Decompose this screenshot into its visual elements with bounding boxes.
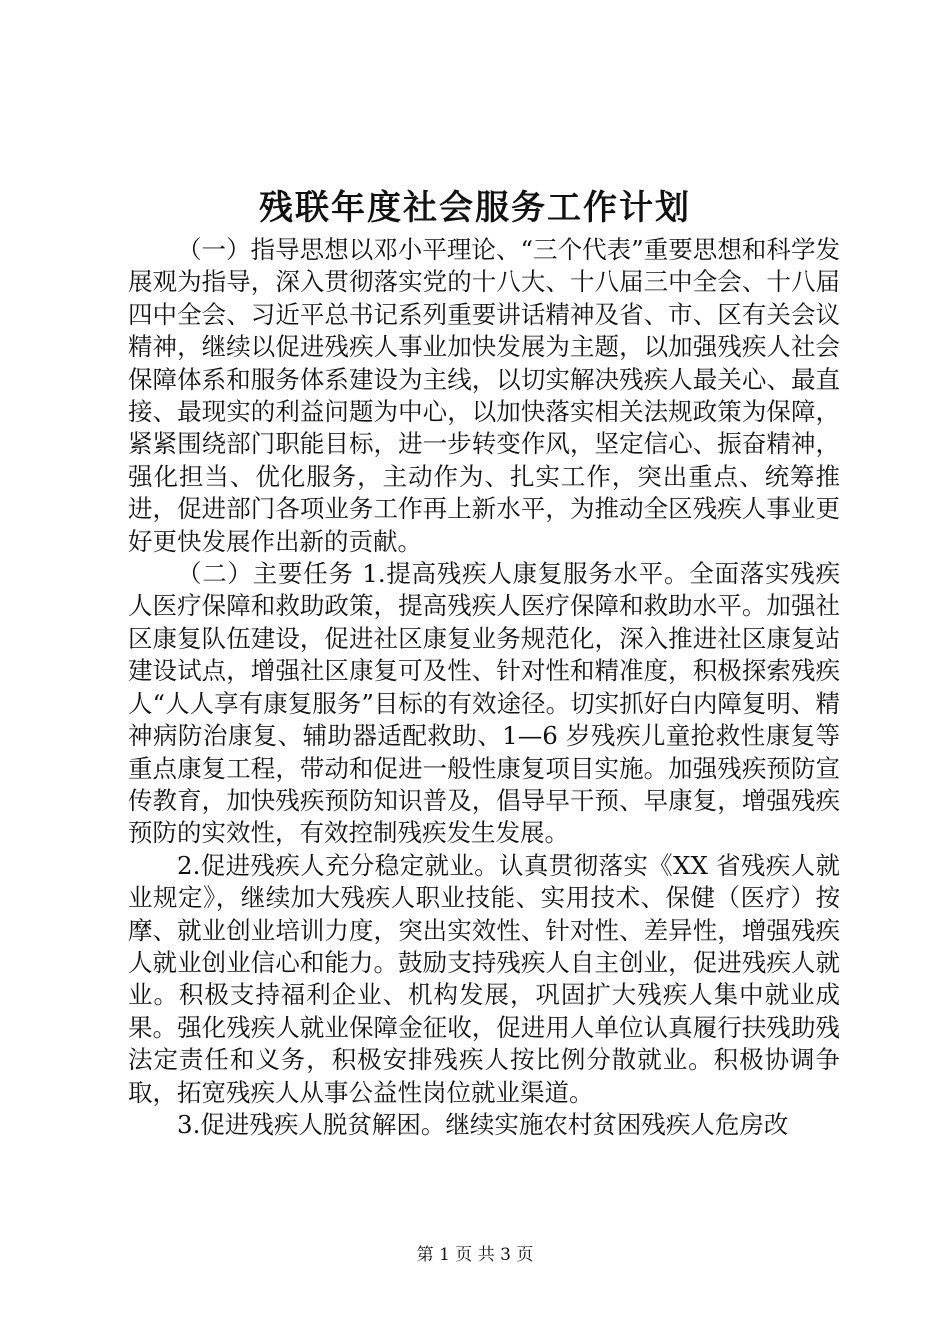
document-title: 残联年度社会服务工作计划 (259, 188, 691, 228)
paragraph-main-tasks-rehabilitation: （二）主要任务 1.提高残疾人康复服务水平。全面落实残疾人医疗保障和救助政策，提高残疾人医疗保障和救助水平。加强社区康复队伍建设，促进社区康复业务规范化，深入推进社区康复站建设试点，增强社区康复可及性、针对性和精准度，积极探索残疾人“人人享有康复服务”目标的有效途径。切实抓好白内障复明、精神病防治康复、辅助器适配救助、1—6 岁残疾儿童抢救性康复等重点康复工程，带动和促进一般性康复项目实施。加强残疾预防宣传教育，加快残疾预防知识普及，倡导早干预、早康复，增强残疾预防的实效性，有效控制残疾发生发展。 (128, 559, 840, 848)
document-body (128, 234, 840, 1141)
paragraph-poverty-relief: 3.促进残疾人脱贫解困。继续实施农村贫困残疾人危房改 (177, 1109, 789, 1139)
paragraph-guiding-ideology: （一）指导思想以邓小平理论、“三个代表”重要思想和科学发展观为指导，深入贯彻落实党的十八大、十八届三中全会、十八届四中全会、习近平总书记系列重要讲话精神及省、市、区有关会议精神，继续以促进残疾人事业加快发展为主题，以加强残疾人社会保障体系和服务体系建设为主线，以切实解决残疾人最关心、最直接、最现实的利益问题为中心，以加快落实相关法规政策为保障，紧紧围绕部门职能目标，进一步转变作风，坚定信心、振奋精神，强化担当、优化服务，主动作为、扎实工作，突出重点、统筹推进，促进部门各项业务工作再上新水平，为推动全区残疾人事业更好更快发展作出新的贡献。 (128, 235, 840, 556)
paragraph-employment: 2.促进残疾人充分稳定就业。认真贯彻落实《XX 省残疾人就业规定》，继续加大残疾人职业技能、实用技术、保健（医疗）按摩、就业创业培训力度，突出实效性、针对性、差异性，增强残疾人就业创业信心和能力。鼓励支持残疾人自主创业，促进残疾人就业。积极支持福利企业、机构发展，巩固扩大残疾人集中就业成果。强化残疾人就业保障金征收，促进用人单位认真履行扶残助残法定责任和义务，积极安排残疾人按比例分散就业。积极协调争取，拓宽残疾人从事公益性岗位就业渠道。 (128, 850, 840, 1107)
page-number-footer: 第 1 页 共 3 页 (416, 1245, 534, 1265)
